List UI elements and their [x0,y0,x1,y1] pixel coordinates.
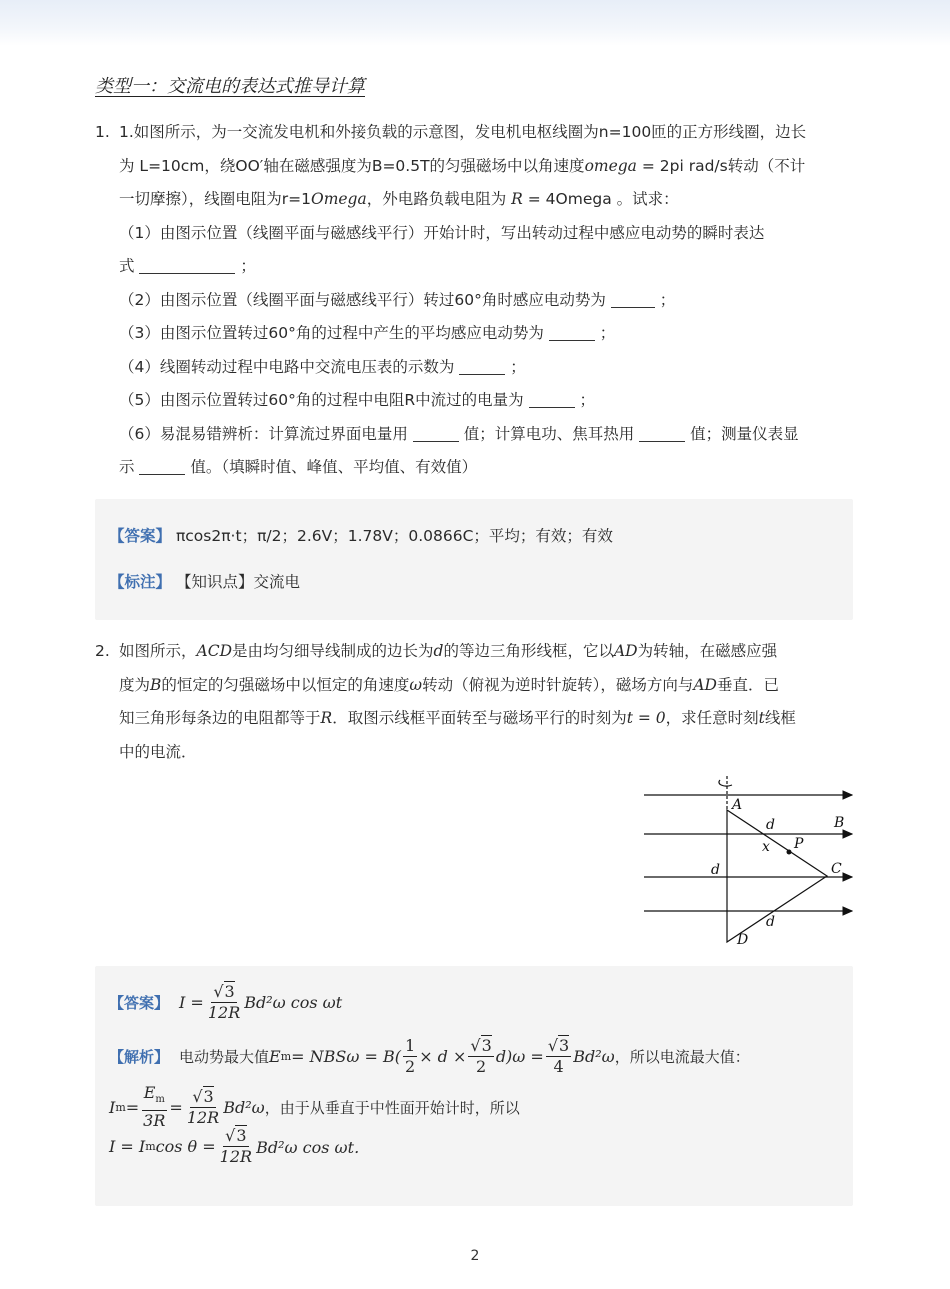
fraction: $\frac{√3}{12R}$ [207,982,241,1022]
question-text-line: 一切摩擦），线圈电阻为r=1Omega，外电路负载电阻为 R = 4Omega 。试求： [119,190,679,208]
answer-tag: 【答案】 [109,527,172,545]
answer-blank[interactable] [413,425,459,442]
section-title: 类型一：交流电的表达式推导计算 [95,76,365,97]
analysis-line: I = I m cos θ = $\frac{√3}{12R}$ Bd²ω cos ωt． [109,1126,370,1166]
triangle-frame [727,810,827,942]
answer-text: πcos2π·t；π/2；2.6V；1.78V；0.0866C；平均；有效；有效 [175,527,613,545]
answer-line [109,524,613,546]
note-tag: 【标注】 [109,573,172,591]
question-1 [95,116,857,485]
answer-expression: I = [179,993,204,1012]
question-text-line: 度为B的恒定的匀强磁场中以恒定的角速度ω转动（俯视为逆时针旋转），磁场方向与AD垂直．已 [119,675,779,694]
fraction: $\frac{√3}{12R}$ [186,1086,220,1127]
answer-blank[interactable] [139,458,185,475]
analysis-text: 电动势最大值 [179,1048,270,1066]
fraction: $\frac{√3}{2}$ [470,1036,492,1076]
label-a: A [732,797,743,813]
analysis-text: ，由于从垂直于中性面开始计时，所以 [264,1098,520,1117]
label-p: P [794,836,804,852]
rotation-arrow-icon [719,780,732,786]
fraction: $\frac{E_m}{3R}$ [143,1083,166,1131]
answer-blank[interactable] [639,425,685,442]
triangle-figure [636,772,860,952]
answer-line [109,982,342,1023]
sub-question-2: （2）由图示位置（线圈平面与磁感线平行）转过60°角时感应电动势为 ； [119,290,676,309]
label-b: B [834,815,845,831]
note-text: 【知识点】交流电 [175,573,300,591]
fraction: $\frac{1}{2}$ [405,1036,416,1076]
answer-expression: Bd²ω cos ωt [244,993,343,1012]
question-number: 2. [95,642,110,660]
answer-blank[interactable] [611,291,655,308]
answer-box-2 [95,966,853,1206]
page-number: 2 [470,1248,480,1264]
answer-blank[interactable] [529,391,575,408]
question-2 [95,635,857,769]
question-text-line: 中的电流． [119,742,197,761]
analysis-line: I m = $\frac{E_m}{3R}$ = $\frac{√3}{12R}$ Bd²ω ，由于从垂直于中性面开始计时，所以 [109,1083,520,1131]
analysis-text: ，所以电流最大值： [614,1048,750,1066]
question-number: 1. [95,123,110,141]
sub-question-5: （5）由图示位置转过60°角的过程中电阻R中流过的电量为 ； [119,391,595,409]
point-p [787,850,792,855]
analysis-tag: 【解析】 [109,1048,170,1066]
answer-blank[interactable] [459,358,505,375]
answer-blank[interactable] [139,257,235,274]
question-text-line: 知三角形每条边的电阻都等于R．取图示线框平面转至与磁场平行的时刻为t = 0，求任意时刻t线框 [119,709,796,727]
question-text-line: 如图所示，ACD是由均匀细导线制成的边长为d的等边三角形线框，它以AD为转轴，在磁感应强 [119,642,778,660]
sub-question-6-cont: 示 值。（填瞬时值、峰值、平均值、有效值） [119,458,478,476]
note-line [109,570,300,592]
answer-blank[interactable] [549,324,595,341]
label-x: x [762,839,770,855]
sub-question-3: （3）由图示位置转过60°角的过程中产生的平均感应电动势为 ； [119,324,616,342]
answer-tag: 【答案】 [109,994,170,1012]
sub-question-6: （6）易混易错辨析：计算流过界面电量用 值；计算电功、焦耳热用 值；测量仪表显 [119,424,799,443]
label-d-side: d [766,914,775,930]
label-c: C [831,861,842,877]
label-d-side: d [766,817,775,833]
fraction: $\frac{√3}{12R}$ [219,1126,253,1166]
analysis-line: 【解析】 电动势最大值 E m = NBSω = B( $\frac{1}{2}$ × d × $\frac{√3}{2}$ d)ω = $\frac{√3}{4}$ Bd²ω ，所以电流最大值： [109,1036,750,1076]
sub-question-4: （4）线圈转动过程中电路中交流电压表的示数为 ； [119,357,526,376]
answer-box-1 [95,499,853,620]
fraction: $\frac{√3}{4}$ [547,1036,570,1076]
sub-question-1: （1）由图示位置（线圈平面与磁感线平行）开始计时，写出转动过程中感应电动势的瞬时表达 [119,223,765,242]
label-d: D [737,932,749,948]
question-text-line: 1.如图所示，为一交流发电机和外接负载的示意图，发电机电枢线圈为n=100匝的正方形线圈，边长 [119,123,807,141]
label-d-side: d [711,862,720,878]
sub-question-1-cont: 式 ； [119,257,256,275]
question-text-line: 为 L=10cm，绕OO′轴在磁感强度为B=0.5T的匀强磁场中以角速度omega = 2pi rad/s转动（不计 [119,156,806,175]
header-band [0,0,950,46]
